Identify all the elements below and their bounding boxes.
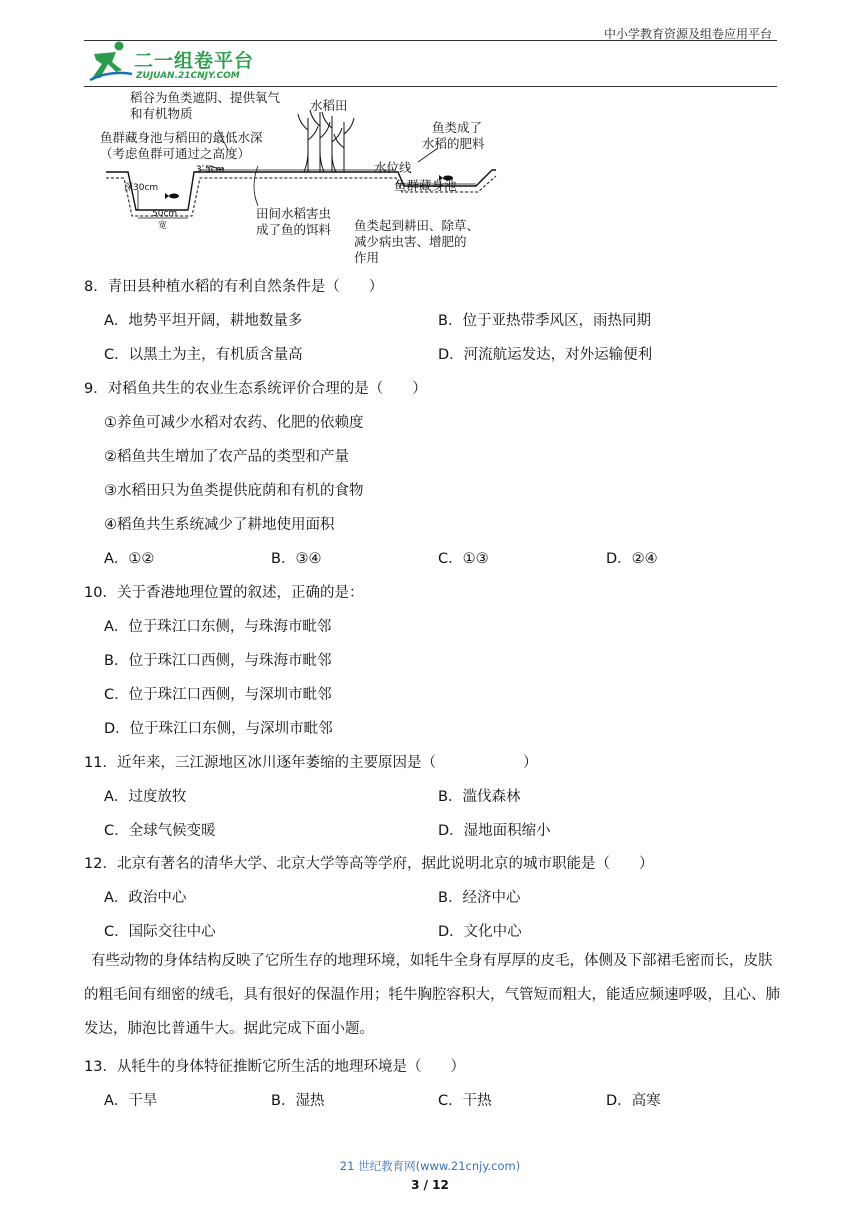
diagram-label-pest: 田间水稻害虫 xyxy=(256,206,332,221)
question-9-statement-2: ②稻鱼共生增加了农产品的类型和产量 xyxy=(104,449,349,465)
question-12-option-c: C．国际交往中心 xyxy=(104,924,216,940)
diagram-label-deep: 深30cm xyxy=(124,183,159,193)
question-9-option-c: C．①③ xyxy=(438,551,489,567)
page-number: 3 / 12 xyxy=(411,1178,449,1192)
logo-subtext: ZUJUAN.21CNJY.COM xyxy=(136,71,240,81)
question-12-stem: 12．北京有著名的清华大学、北京大学等高等学府，据此说明北京的城市职能是（ ） xyxy=(84,856,654,872)
logo-text: 二一组卷平台 xyxy=(134,50,255,72)
question-9-option-d: D．②④ xyxy=(606,551,658,567)
question-10-stem: 10．关于香港地理位置的叙述，正确的是： xyxy=(84,585,364,601)
question-8-option-b: B．位于亚热带季风区，雨热同期 xyxy=(438,313,651,329)
diagram-label-wide: 50cm xyxy=(152,209,178,219)
question-13-option-a: A．干旱 xyxy=(104,1093,158,1109)
diagram-label-role: 鱼类起到耕田、除草、 xyxy=(354,218,480,233)
question-11-option-c: C．全球气候变暖 xyxy=(104,823,216,839)
question-9-statement-4: ④稻鱼共生系统减少了耕地使用面积 xyxy=(104,517,335,533)
header-divider-bottom xyxy=(84,86,777,87)
diagram-label-pest2: 成了鱼的饵料 xyxy=(256,222,332,237)
question-9-stem: 9．对稻鱼共生的农业生态系统评价合理的是（ ） xyxy=(84,381,427,397)
diagram-label-range: 3-5cm xyxy=(196,165,225,175)
question-8-option-c: C．以黑土为主，有机质含量高 xyxy=(104,347,303,363)
question-11-option-d: D．湿地面积缩小 xyxy=(438,823,551,839)
logo xyxy=(86,40,276,84)
runner-logo-icon xyxy=(86,40,134,84)
question-13-option-d: D．高寒 xyxy=(606,1093,661,1109)
footer-link[interactable]: 21 世纪教育网(www.21cnjy.com) xyxy=(339,1159,521,1173)
diagram-label-role3: 作用 xyxy=(354,250,380,265)
question-10-option-a: A．位于珠江口东侧，与珠海市毗邻 xyxy=(104,619,332,635)
diagram-label-fertilizer2: 水稻的肥料 xyxy=(422,136,485,151)
question-9-statement-1: ①养鱼可减少水稻对农药、化肥的依赖度 xyxy=(104,415,364,431)
question-9-statement-3: ③水稻田只为鱼类提供庇荫和有机的食物 xyxy=(104,483,364,499)
question-9-option-b: B．③④ xyxy=(271,551,322,567)
question-11-option-b: B．滥伐森林 xyxy=(438,789,521,805)
question-11-stem: 11．近年来，三江源地区冰川逐年萎缩的主要原因是（ ） xyxy=(84,755,538,771)
diagram-label-wide-caption: 宽 xyxy=(158,221,168,231)
diagram-label-depth: 鱼群藏身池与稻田的最低水深 xyxy=(100,130,263,145)
question-8-option-d: D．河流航运发达，对外运输便利 xyxy=(438,347,653,363)
question-12-option-a: A．政治中心 xyxy=(104,890,187,906)
diagram-label-shade2: 和有机物质 xyxy=(130,106,193,121)
diagram-label-fertilizer: 鱼类成了 xyxy=(432,120,483,135)
question-12-option-d: D．文化中心 xyxy=(438,924,522,940)
diagram-label-pond: 鱼群藏身池 xyxy=(394,178,457,193)
question-10-option-b: B．位于珠江口西侧，与珠海市毗邻 xyxy=(104,653,332,669)
question-11-option-a: A．过度放牧 xyxy=(104,789,187,805)
question-12-option-b: B．经济中心 xyxy=(438,890,521,906)
diagram-label-depth2: （考虑鱼群可通过之高度） xyxy=(100,146,251,161)
passage-yak: 有些动物的身体结构反映了它所生存的地理环境，如牦牛全身有厚厚的皮毛，体侧及下部裙毛密而长，皮肤的粗毛间有细密的绒毛，具有很好的保温作用；牦牛胸腔容积大，气管短而粗大，能适应频速呼吸，且心、肺发达，肺泡比普通牛大。据此完成下面小题。 xyxy=(84,953,780,1037)
question-9-option-a: A．①② xyxy=(104,551,155,567)
question-13-stem: 13．从牦牛的身体特征推断它所生活的地理环境是（ ） xyxy=(84,1059,465,1075)
diagram-label-shade: 稻谷为鱼类遮阴、提供氧气 xyxy=(130,90,281,105)
diagram-label-waterline: 水位线 xyxy=(374,160,412,175)
rice-fish-diagram xyxy=(98,90,508,270)
question-8-stem: 8．青田县种植水稻的有利自然条件是（ ） xyxy=(84,279,384,295)
question-10-option-d: D．位于珠江口东侧，与深圳市毗邻 xyxy=(104,721,333,737)
question-10-option-c: C．位于珠江口西侧，与深圳市毗邻 xyxy=(104,687,332,703)
diagram-label-role2: 减少病虫害、增肥的 xyxy=(354,234,467,249)
diagram-label-paddy: 水稻田 xyxy=(310,98,348,113)
question-13-option-c: C．干热 xyxy=(438,1093,492,1109)
question-13-option-b: B．湿热 xyxy=(271,1093,325,1109)
platform-name: 中小学教育资源及组卷应用平台 xyxy=(603,27,772,41)
question-8-option-a: A．地势平坦开阔，耕地数量多 xyxy=(104,313,303,329)
